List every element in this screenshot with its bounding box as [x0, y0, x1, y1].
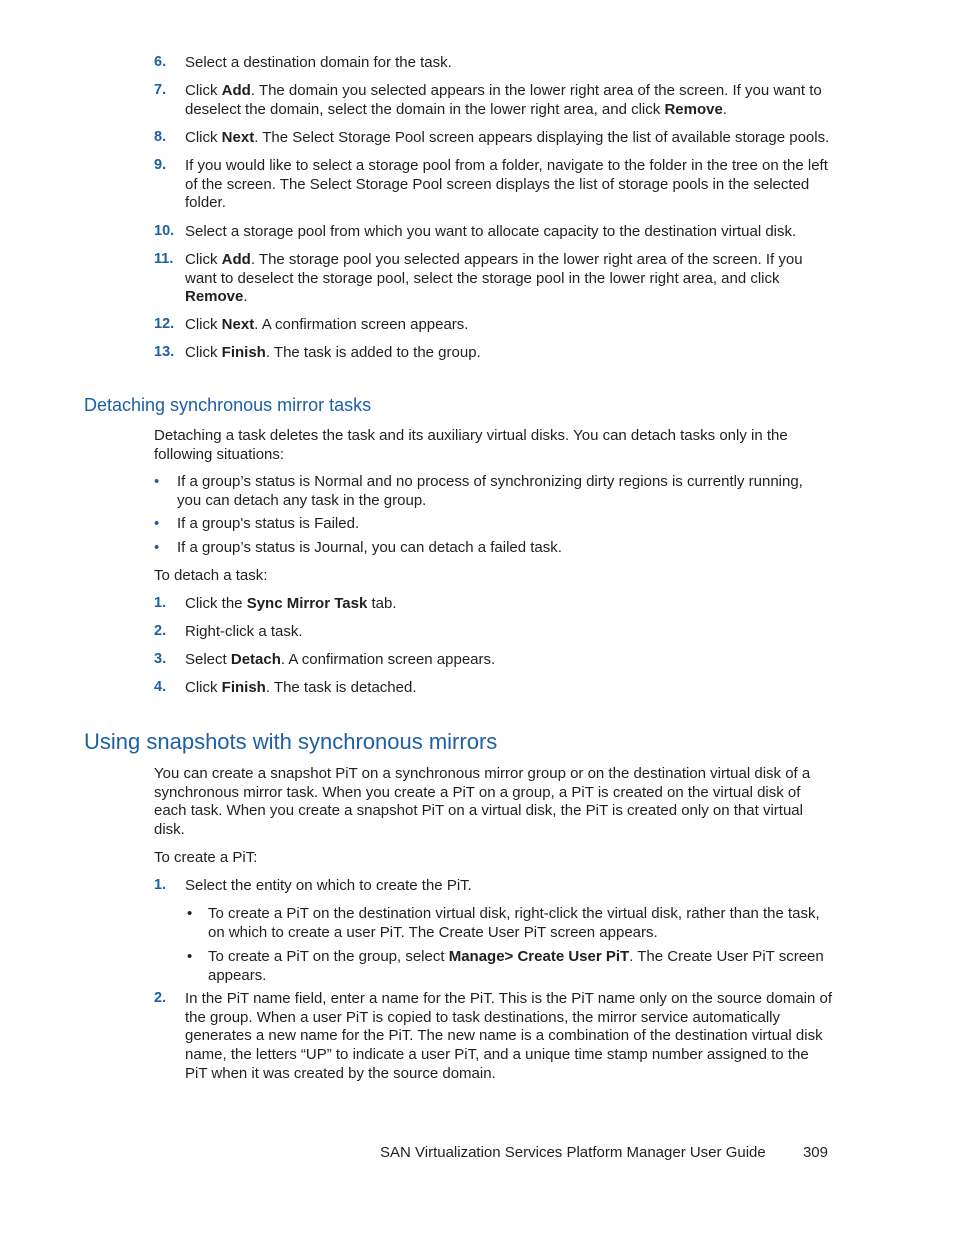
- step-text: Click Next. The Select Storage Pool screen appears displaying the list of available storage pools.: [185, 129, 830, 146]
- step-text: Click Add. The storage pool you selected appears in the lower right area of the screen. If you want to deselect the storage pool, select the storage pool in the lower right area, and click Remove.: [185, 251, 803, 306]
- step-text: Click the Sync Mirror Task tab.: [185, 595, 397, 612]
- step-number: 4.: [154, 679, 167, 695]
- step-number: 12.: [154, 316, 175, 332]
- step-text: In the PiT name field, enter a name for the PiT. This is the PiT name only on the source domain of the group. When a user PiT is copied to task destinations, the mirror service automatically generates a new name for the PiT. The new name is a combination of the destination virtual disk name, the letters “UP” to indicate a user PiT, and a unique time stamp number assigned to the PiT when it was created by the source domain.: [185, 990, 833, 1082]
- step-text: Click Add. The domain you selected appears in the lower right area of the screen. If you want to deselect the domain, select the domain in the lower right area, and click Remove.: [185, 82, 822, 118]
- sub-bullet-text: To create a PiT on the group, select Manage> Create User PiT. The Create User PiT screen appears.: [208, 948, 824, 984]
- bullet-icon: •: [154, 515, 160, 532]
- step-number: 7.: [154, 82, 167, 98]
- snapshots-intro: You can create a snapshot PiT on a synchronous mirror group or on the destination virtual disk of a synchronous mirror task. When you create a PiT on a group, a PiT is created on the virtual disk of each task. When you create a snapshot PiT on a virtual disk, the PiT is created only on that virtual disk.: [154, 765, 811, 839]
- step-text: Select Detach. A confirmation screen appears.: [185, 651, 496, 668]
- step-number: 1.: [154, 595, 167, 611]
- step-number: 11.: [154, 251, 174, 267]
- bullet-icon: •: [154, 473, 160, 490]
- sub-bullet-text: To create a PiT on the destination virtual disk, right-click the virtual disk, rather than the task, on which to create a user PiT. The Create User PiT screen appears.: [208, 905, 820, 941]
- page-number: 309: [802, 1144, 828, 1161]
- section-heading-snapshots: Using snapshots with synchronous mirrors: [84, 729, 498, 754]
- step-text: Select the entity on which to create the PiT.: [185, 877, 472, 894]
- bullet-text: If a group’s status is Normal and no process of synchronizing dirty regions is currently running, you can detach any task in the group.: [177, 473, 803, 509]
- step-number: 6.: [154, 54, 167, 70]
- step-text: Click Next. A confirmation screen appears.: [185, 316, 469, 333]
- step-number: 13.: [154, 344, 175, 360]
- step-number: 3.: [154, 651, 167, 667]
- page-footer: [380, 1144, 828, 1161]
- step-number: 2.: [154, 990, 167, 1006]
- bullet-icon: •: [187, 948, 193, 965]
- step-number: 8.: [154, 129, 167, 145]
- bullet-text: If a group's status is Failed.: [177, 515, 360, 532]
- step-number: 9.: [154, 157, 167, 173]
- step-number: 1.: [154, 877, 167, 893]
- bullet-icon: •: [187, 905, 193, 922]
- bullet-text: If a group’s status is Journal, you can detach a failed task.: [177, 539, 562, 556]
- detach-lead: To detach a task:: [154, 567, 268, 584]
- step-text: Select a destination domain for the task.: [185, 54, 452, 71]
- step-number: 2.: [154, 623, 167, 639]
- snapshots-lead: To create a PiT:: [154, 849, 258, 866]
- detach-intro: Detaching a task deletes the task and its auxiliary virtual disks. You can detach tasks only in the following situations:: [154, 427, 788, 463]
- step-text: If you would like to select a storage pool from a folder, navigate to the folder in the tree on the left of the screen. The Select Storage Pool screen displays the list of storage pools in the selected folder.: [185, 157, 828, 212]
- step-text: Click Finish. The task is added to the group.: [185, 344, 481, 361]
- step-text: Click Finish. The task is detached.: [185, 679, 417, 696]
- bullet-icon: •: [154, 539, 160, 556]
- footer-title: SAN Virtualization Services Platform Manager User Guide: [380, 1144, 766, 1161]
- step-text: Select a storage pool from which you want to allocate capacity to the destination virtual disk.: [185, 223, 797, 240]
- step-number: 10.: [154, 223, 175, 239]
- step-text: Right-click a task.: [185, 623, 303, 640]
- section-heading-detaching: Detaching synchronous mirror tasks: [84, 395, 372, 415]
